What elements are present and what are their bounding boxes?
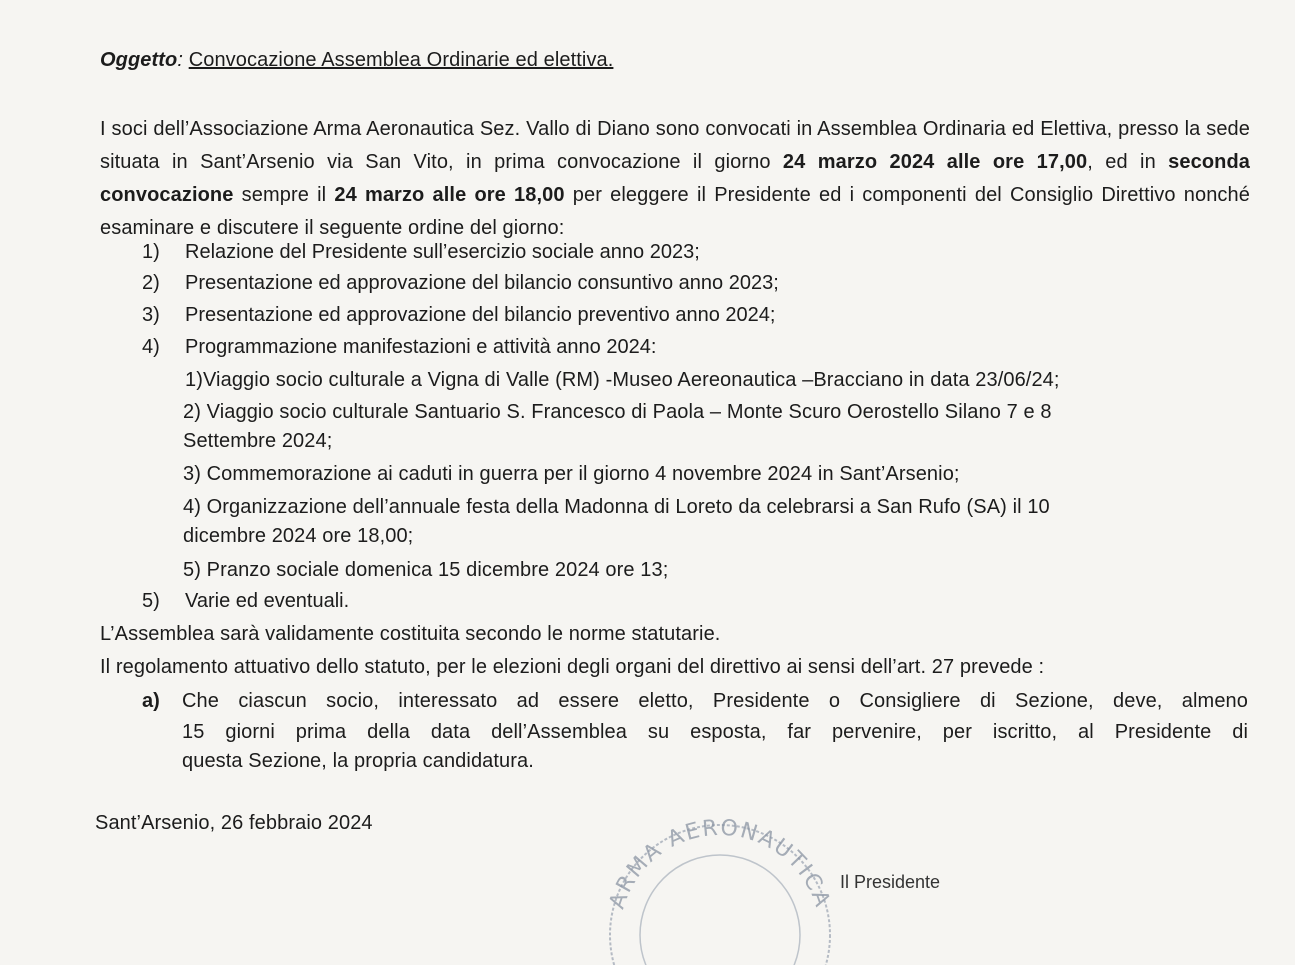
agenda-num: 4)	[142, 336, 160, 358]
subitem-4-line2: dicembre 2024 ore 18,00;	[183, 525, 414, 547]
validity-line: L’Assemblea sarà validamente costituita secondo le norme statutarie.	[100, 623, 721, 645]
agenda-num: 3)	[142, 304, 160, 326]
point-a-label: a)	[142, 690, 160, 712]
signature-partial: Il Presidente	[840, 872, 941, 892]
subject-line: Oggetto: Convocazione Assemblea Ordinarie ed elettiva.	[100, 49, 614, 71]
subject-text: Convocazione Assemblea Ordinarie ed elettiva.	[188, 49, 614, 71]
agenda-text: Presentazione ed approvazione del bilancio preventivo anno 2024;	[185, 304, 776, 326]
point-a-line2: 15 giorni prima della data dell’Assemblea su esposta, far pervenire, per iscritto, al Presidente di	[182, 721, 1248, 743]
subitem-3: 3) Commemorazione ai caduti in guerra per il giorno 4 novembre 2024 in Sant’Arsenio;	[183, 463, 960, 485]
agenda-text: Programmazione manifestazioni e attività anno 2024:	[185, 336, 657, 358]
subitem-5: 5) Pranzo sociale domenica 15 dicembre 2024 ore 13;	[183, 559, 669, 581]
intro-text-4: per eleggere il Presidente ed i componenti del Consiglio Direttivo nonché esaminare e discutere il seguente ordine del giorno:	[100, 184, 1250, 239]
stamp-text: ARMA AERONAUTICA	[604, 815, 836, 913]
regulation-line: Il regolamento attuativo dello statuto, per le elezioni degli organi del direttivo ai sensi dell’art. 27 prevede :	[100, 656, 1045, 678]
subitem-4-line1: 4) Organizzazione dell’annuale festa della Madonna di Loreto da celebrarsi a San Rufo (SA) il 10	[183, 496, 1050, 518]
agenda-num: 2)	[142, 272, 160, 294]
subitem-2-line2: Settembre 2024;	[183, 430, 333, 452]
intro-bold-time: 24 marzo alle ore 18,00	[334, 184, 565, 206]
intro-bold-date: 24 marzo 2024 alle ore 17,00	[782, 151, 1088, 173]
intro-text-2: , ed in	[1087, 151, 1169, 173]
intro-paragraph	[100, 113, 1250, 245]
agenda-num: 1)	[142, 241, 160, 263]
agenda-text: Presentazione ed approvazione del bilancio consuntivo anno 2023;	[185, 272, 779, 294]
svg-text:ARMA AERONAUTICA	[605, 816, 835, 912]
subitem-2-line1: 2) Viaggio socio culturale Santuario S. Francesco di Paola – Monte Scuro Oerostello Silano 7 e 8	[183, 401, 1052, 423]
point-a-line3: questa Sezione, la propria candidatura.	[182, 750, 534, 772]
point-a-line1: Che ciascun socio, interessato ad essere eletto, Presidente o Consigliere di Sezione, deve, almeno	[182, 690, 1248, 712]
association-stamp	[600, 805, 840, 965]
agenda-text: Varie ed eventuali.	[185, 590, 350, 612]
agenda-num: 5)	[142, 590, 160, 612]
intro-text-1: I soci dell’Associazione Arma Aeronautica Sez. Vallo di Diano sono convocati in Assemblea Ordinaria ed Elettiva, presso la sede situata in Sant’Arsenio via San Vito, in prima convocazione il giorno	[100, 118, 1250, 173]
subject-label: Oggetto	[100, 49, 178, 71]
agenda-text: Relazione del Presidente sull’esercizio sociale anno 2023;	[185, 241, 700, 263]
intro-text-3: sempre il	[233, 184, 335, 206]
subitem-1: 1)Viaggio socio culturale a Vigna di Valle (RM) -Museo Aereonautica –Bracciano in data 23/06/24;	[185, 369, 1060, 391]
place-date: Sant’Arsenio, 26 febbraio 2024	[95, 812, 373, 834]
intro-bold-second: seconda convocazione	[100, 151, 1250, 206]
